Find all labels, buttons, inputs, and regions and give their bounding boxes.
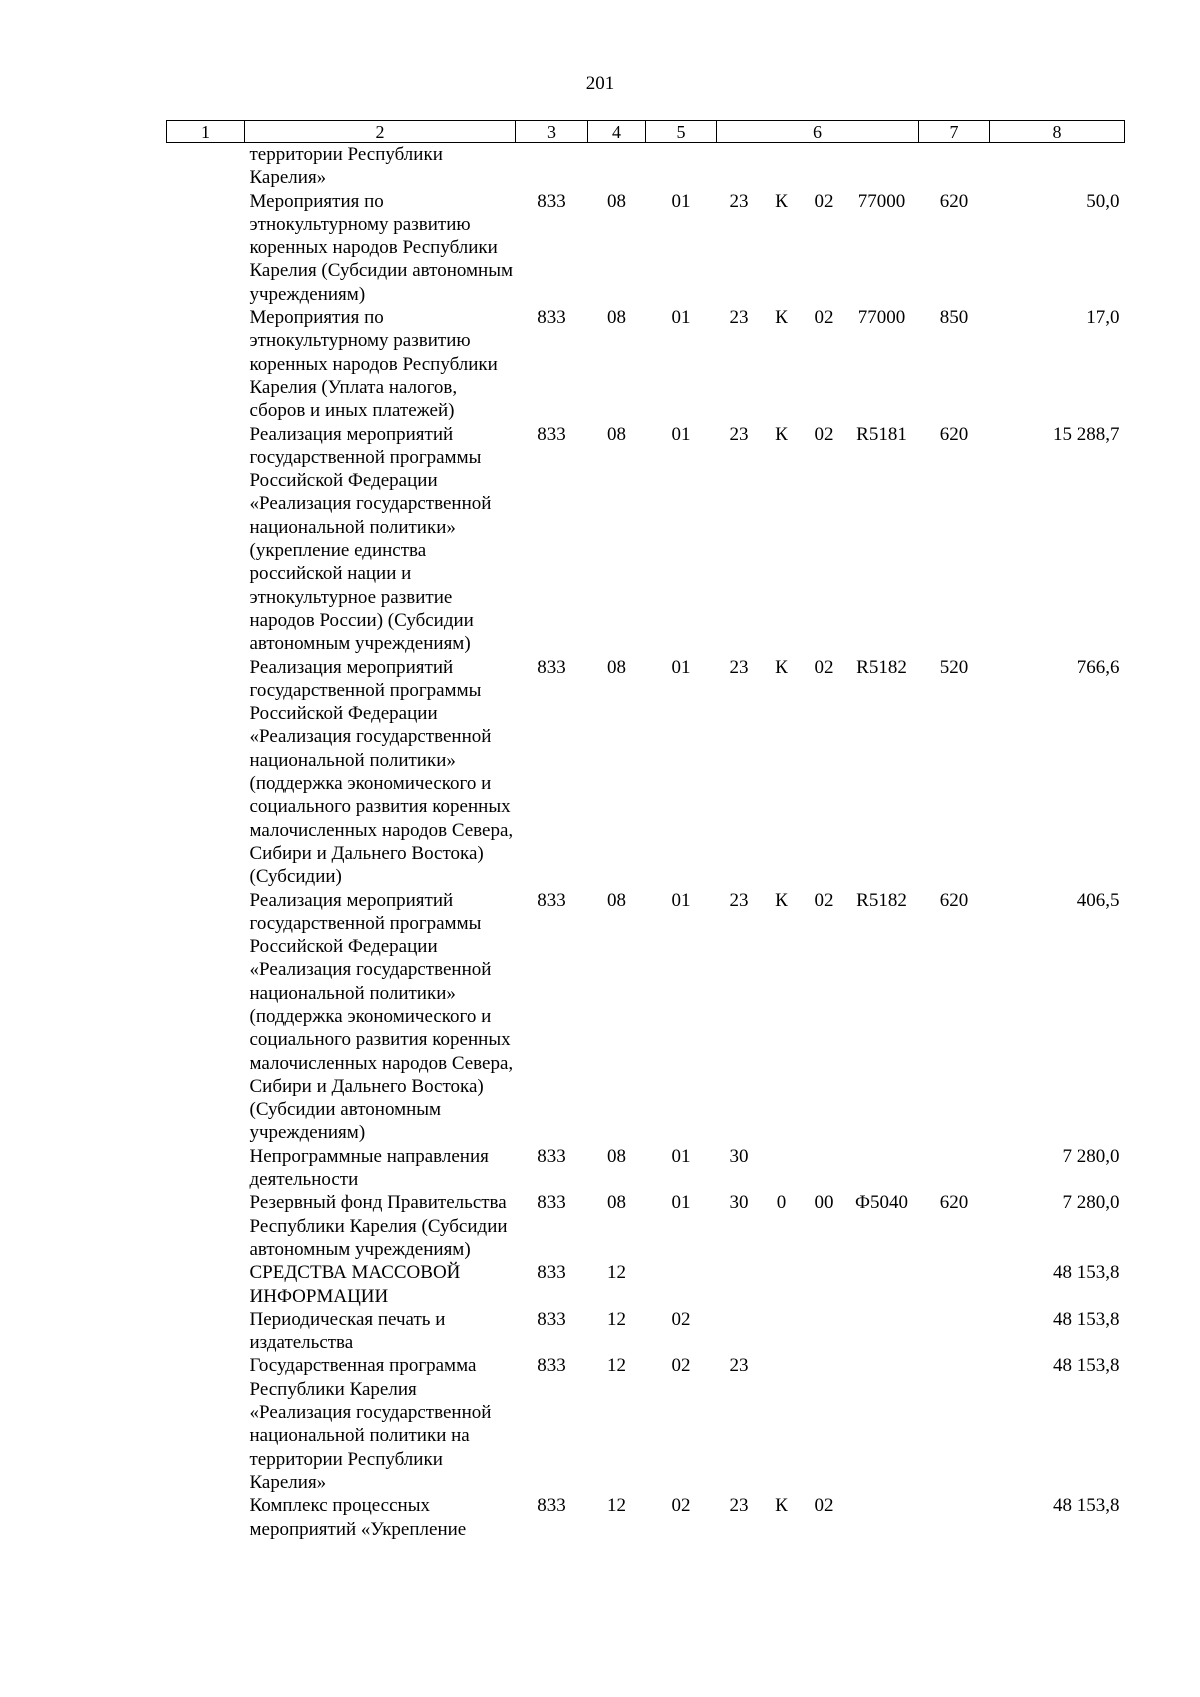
subsection-code: 01 <box>671 423 691 445</box>
row-number-cell <box>167 1494 245 1541</box>
admin-code: 833 <box>537 1308 566 1330</box>
target-article-parts <box>717 1145 919 1168</box>
column-header: 3 <box>516 121 588 143</box>
row-number-cell <box>167 1261 245 1308</box>
target-article-parts <box>717 190 919 213</box>
amount: 7 280,0 <box>1062 1192 1120 1214</box>
expense-type-code <box>919 1261 990 1308</box>
row-name: Реализация мероприятий государственной программы Российской Федерации «Реализация государственной национальной политики» (поддержка экономического и социального развития коренных малочисленных народов Севера, Сибири и Дальнего Востока) (Субсидии автономным учреждениям) <box>249 889 514 1144</box>
row-name: СРЕДСТВА МАССОВОЙ ИНФОРМАЦИИ <box>249 1262 461 1307</box>
target-article-parts <box>717 423 919 446</box>
row-name: Комплекс процессных мероприятий «Укрепление <box>249 1495 467 1540</box>
target-article-code <box>717 306 919 422</box>
row-number-cell <box>167 306 245 422</box>
subsection-code: 02 <box>671 1495 691 1517</box>
row-number-cell <box>167 143 245 190</box>
row-number-cell <box>167 190 245 306</box>
amount: 48 153,8 <box>1053 1262 1120 1284</box>
target-article-part <box>847 1494 917 1517</box>
amount: 50,0 <box>1086 190 1120 212</box>
target-article-part: 02 <box>814 1495 834 1517</box>
subsection-code: 02 <box>671 1308 691 1330</box>
row-number-cell <box>167 1354 245 1494</box>
subsection-code: 01 <box>671 889 691 911</box>
target-article-code <box>717 1261 919 1308</box>
expense-type-code <box>919 1308 990 1355</box>
target-article-part <box>802 1354 847 1377</box>
admin-code: 833 <box>537 1355 566 1377</box>
table-row <box>167 1145 1125 1192</box>
row-name: Периодическая печать и издательства <box>249 1308 446 1354</box>
target-article-parts <box>717 1191 919 1214</box>
target-article-part <box>762 1354 802 1377</box>
subsection-code: 02 <box>671 1355 691 1377</box>
table-row <box>167 423 1125 656</box>
column-header: 6 <box>717 121 919 143</box>
amount: 48 153,8 <box>1053 1495 1120 1517</box>
target-article-part: 30 <box>729 1145 749 1167</box>
budget-table <box>166 120 1125 1541</box>
expense-type-code: 620 <box>939 190 969 212</box>
section-code: 08 <box>607 1145 626 1167</box>
expense-type-code: 620 <box>939 889 969 911</box>
target-article-part: 0 <box>776 1192 787 1214</box>
target-article-code <box>717 1191 919 1261</box>
row-name: Реализация мероприятий государственной программы Российской Федерации «Реализация государственной национальной политики» (укрепление единства российской нации и этнокультурное развитие народов России) (Субсидии автономным учреждениям) <box>249 423 492 655</box>
row-number-cell <box>167 1308 245 1355</box>
subsection-code <box>646 143 717 190</box>
expense-type-code: 620 <box>939 423 969 445</box>
table-row <box>167 1308 1125 1355</box>
target-article-code <box>717 423 919 656</box>
row-number-cell <box>167 889 245 1145</box>
column-header: 1 <box>167 121 245 143</box>
header-row <box>167 121 1125 143</box>
target-article-part: К <box>775 307 788 329</box>
target-article-part: 23 <box>729 307 749 329</box>
section-code: 12 <box>607 1495 626 1517</box>
target-article-part: 02 <box>814 889 834 911</box>
table-row <box>167 1191 1125 1261</box>
row-name: Государственная программа Республики Карелия «Реализация государственной национальной политики на территории Республики Карелия» <box>249 1355 492 1493</box>
target-article-part: 00 <box>814 1192 834 1214</box>
expense-type-code <box>919 1145 990 1192</box>
target-article-part <box>847 1354 917 1377</box>
target-article-code <box>717 1145 919 1192</box>
admin-code: 833 <box>537 423 566 445</box>
target-article-part: R5182 <box>856 889 907 911</box>
row-number-cell <box>167 1145 245 1192</box>
target-article-code <box>717 143 919 190</box>
amount: 766,6 <box>1076 656 1120 678</box>
target-article-parts <box>717 306 919 329</box>
admin-code: 833 <box>537 307 566 329</box>
target-article-part: 77000 <box>857 307 906 329</box>
table-row <box>167 306 1125 422</box>
target-article-part: 02 <box>814 307 834 329</box>
section-code: 08 <box>607 656 626 678</box>
table-row <box>167 143 1125 190</box>
subsection-code: 01 <box>671 190 691 212</box>
target-article-code <box>717 1354 919 1494</box>
table-row <box>167 1354 1125 1494</box>
target-article-part: К <box>775 656 788 678</box>
table-row <box>167 190 1125 306</box>
target-article-part: 23 <box>729 190 749 212</box>
amount <box>990 143 1125 190</box>
row-name: Резервный фонд Правительства Республики Карелия (Субсидии автономным учреждениям) <box>249 1192 508 1260</box>
expense-type-code <box>919 1494 990 1541</box>
admin-code: 833 <box>537 190 566 212</box>
table-row <box>167 1261 1125 1308</box>
section-code: 08 <box>607 1192 626 1214</box>
target-article-part: 23 <box>729 1355 749 1377</box>
column-header: 4 <box>588 121 646 143</box>
row-number-cell <box>167 423 245 656</box>
subsection-code: 01 <box>671 656 691 678</box>
target-article-part: 23 <box>729 1495 749 1517</box>
target-article-parts <box>717 889 919 912</box>
target-article-part: 02 <box>814 423 834 445</box>
target-article-code <box>717 656 919 889</box>
page-number: 201 <box>585 73 615 94</box>
target-article-part: К <box>775 1495 788 1517</box>
admin-code <box>516 143 588 190</box>
target-article-code <box>717 190 919 306</box>
admin-code: 833 <box>537 1192 566 1214</box>
row-name: Мероприятия по этнокультурному развитию коренных народов Республики Карелия (Уплата налогов, сборов и иных платежей) <box>249 307 498 422</box>
amount: 48 153,8 <box>1053 1308 1120 1330</box>
amount: 17,0 <box>1086 307 1120 329</box>
target-article-parts <box>717 656 919 679</box>
subsection-code <box>646 1261 717 1308</box>
column-header: 2 <box>245 121 516 143</box>
target-article-part: 23 <box>729 423 749 445</box>
expense-type-code: 620 <box>939 1192 969 1214</box>
row-name: Непрограммные направления деятельности <box>249 1145 489 1191</box>
target-article-code <box>717 889 919 1145</box>
target-article-code <box>717 1308 919 1355</box>
target-article-part: R5181 <box>856 423 907 445</box>
target-article-part: 77000 <box>857 190 906 212</box>
amount: 48 153,8 <box>1053 1355 1120 1377</box>
target-article-part: 30 <box>729 1192 749 1214</box>
subsection-code: 01 <box>671 1145 691 1167</box>
expense-type-code <box>919 143 990 190</box>
subsection-code: 01 <box>671 307 691 329</box>
target-article-part: 02 <box>814 656 834 678</box>
table-row <box>167 656 1125 889</box>
section-code: 12 <box>607 1308 626 1330</box>
target-article-part: 23 <box>729 656 749 678</box>
amount: 7 280,0 <box>1062 1145 1120 1167</box>
target-article-parts <box>717 1494 919 1517</box>
subsection-code: 01 <box>671 1192 691 1214</box>
admin-code: 833 <box>537 1145 566 1167</box>
section-code: 12 <box>607 1355 626 1377</box>
admin-code: 833 <box>537 1262 566 1284</box>
target-article-part <box>802 1145 847 1168</box>
row-name: Реализация мероприятий государственной программы Российской Федерации «Реализация государственной национальной политики» (поддержка экономического и социального развития коренных малочисленных народов Севера, Сибири и Дальнего Востока) (Субсидии) <box>249 656 514 888</box>
target-article-part: 23 <box>729 889 749 911</box>
row-name: Мероприятия по этнокультурному развитию коренных народов Республики Карелия (Субсидии автономным учреждениям) <box>249 190 513 305</box>
row-name: территории Республики Карелия» <box>249 144 443 189</box>
section-code: 08 <box>607 190 626 212</box>
table-row <box>167 1494 1125 1541</box>
target-article-part <box>847 1145 917 1168</box>
section-code: 08 <box>607 423 626 445</box>
target-article-part: Ф5040 <box>854 1192 908 1214</box>
column-header: 7 <box>919 121 990 143</box>
target-article-parts <box>717 1354 919 1377</box>
target-article-code <box>717 1494 919 1541</box>
section-code: 08 <box>607 307 626 329</box>
expense-type-code: 520 <box>939 656 969 678</box>
admin-code: 833 <box>537 889 566 911</box>
column-header: 5 <box>646 121 717 143</box>
target-article-part: К <box>775 190 788 212</box>
row-number-cell <box>167 1191 245 1261</box>
amount: 406,5 <box>1076 889 1120 911</box>
expense-type-code <box>919 1354 990 1494</box>
expense-type-code: 850 <box>939 307 969 329</box>
target-article-part: К <box>775 423 788 445</box>
row-number-cell <box>167 656 245 889</box>
column-header: 8 <box>990 121 1125 143</box>
target-article-part: R5182 <box>856 656 907 678</box>
admin-code: 833 <box>537 1495 566 1517</box>
target-article-part: К <box>775 889 788 911</box>
section-code: 08 <box>607 889 626 911</box>
amount: 15 288,7 <box>1053 423 1120 445</box>
section-code: 12 <box>607 1262 626 1284</box>
target-article-part <box>762 1145 802 1168</box>
target-article-part: 02 <box>814 190 834 212</box>
section-code <box>588 143 646 190</box>
admin-code: 833 <box>537 656 566 678</box>
table-row <box>167 889 1125 1145</box>
